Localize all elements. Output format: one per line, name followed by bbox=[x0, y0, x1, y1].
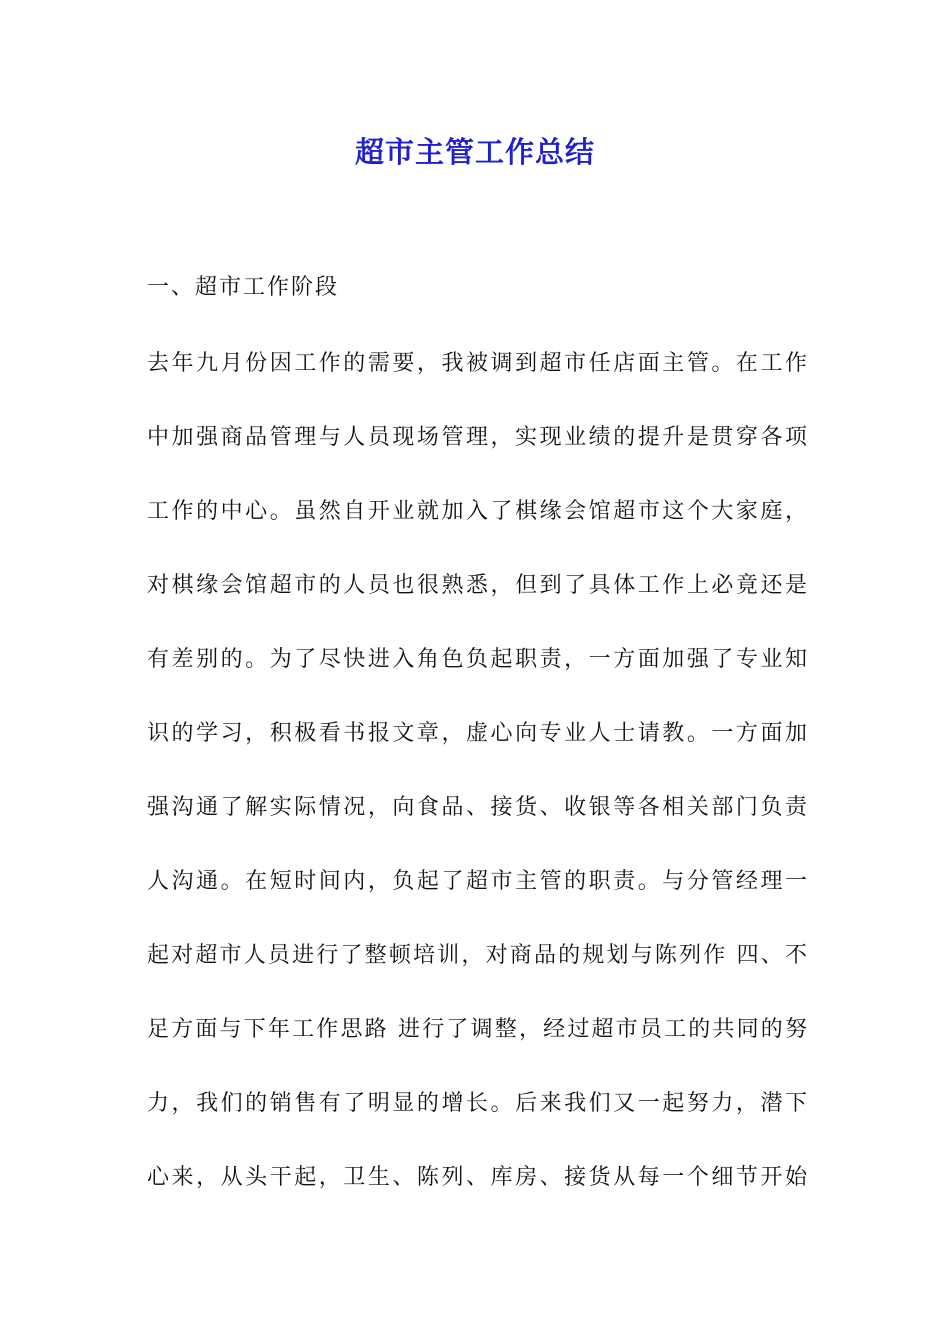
body-line-11: 力，我们的销售有了明显的增长。后来我们又一起努力，潜下 bbox=[147, 1091, 807, 1116]
body-line-10: 足方面与下年工作思路 进行了调整，经过超市员工的共同的努 bbox=[147, 1017, 807, 1042]
section-heading: 一、超市工作阶段 bbox=[147, 275, 340, 300]
body-line-7: 强沟通了解实际情况，向食品、接货、收银等各相关部门负责 bbox=[147, 795, 807, 820]
body-line-9: 起对超市人员进行了整顿培训，对商品的规划与陈列作 四、不 bbox=[147, 943, 807, 968]
body-line-8: 人沟通。在短时间内，负起了超市主管的职责。与分管经理一 bbox=[147, 869, 807, 894]
body-line-6: 识的学习，积极看书报文章，虚心向专业人士请教。一方面加 bbox=[147, 721, 807, 746]
body-line-1: 去年九月份因工作的需要，我被调到超市任店面主管。在工作 bbox=[147, 351, 807, 376]
body-line-5: 有差别的。为了尽快进入角色负起职责，一方面加强了专业知 bbox=[147, 647, 807, 672]
body-line-12: 心来，从头干起，卫生、陈列、库房、接货从每一个细节开始 bbox=[147, 1165, 807, 1190]
body-line-2: 中加强商品管理与人员现场管理，实现业绩的提升是贯穿各项 bbox=[147, 425, 807, 450]
body-line-4: 对棋缘会馆超市的人员也很熟悉，但到了具体工作上必竟还是 bbox=[147, 573, 807, 598]
body-line-3: 工作的中心。虽然自开业就加入了棋缘会馆超市这个大家庭， bbox=[147, 499, 807, 524]
document-title: 超市主管工作总结 bbox=[354, 135, 595, 169]
